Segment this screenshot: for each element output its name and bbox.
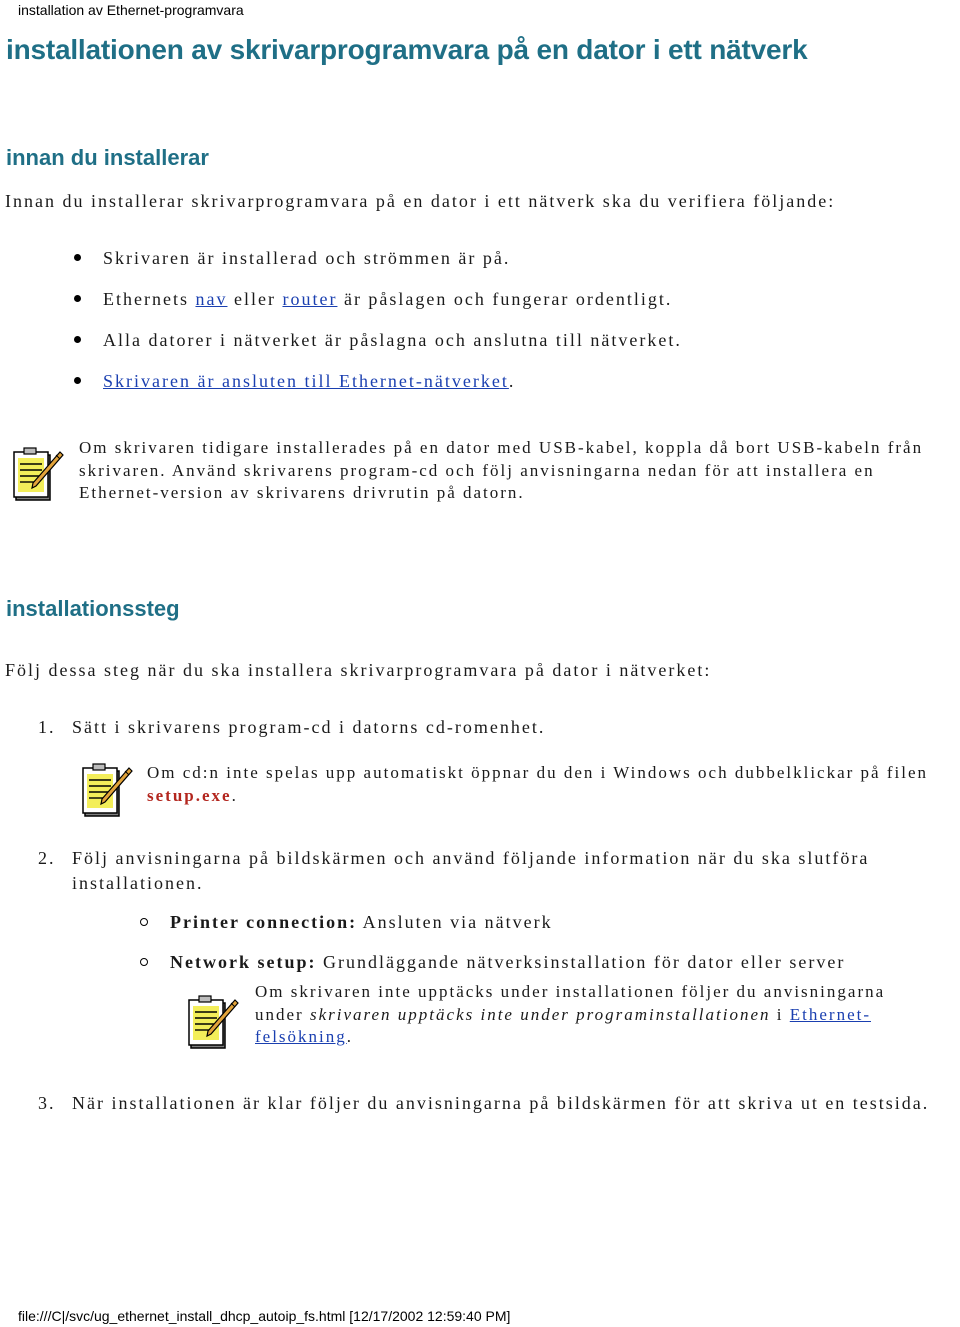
list-item-text-post: . [508, 371, 516, 391]
circle-bullet-icon [140, 958, 148, 966]
notepad-pencil-icon [185, 994, 239, 1052]
cd-note-post: . [231, 785, 238, 805]
section-heading-steps: installationssteg [6, 596, 180, 621]
step-text: Följ anvisningarna på bildskärmen och använd följande information när du ska slutföra installationen. [72, 848, 870, 893]
list-item [0, 328, 682, 369]
ethernet-troubleshooting-link[interactable]: Ethernet-felsökning [255, 1004, 871, 1046]
page-title: installationen av skrivarprogramvara på en dator i ett nätverk [6, 34, 808, 65]
sub-item-label: Network setup: [170, 952, 317, 972]
troubleshoot-note-pre: Om skrivaren inte upptäcks under installationen följer du anvisningarna under [255, 982, 886, 1024]
step-number: 1. [38, 717, 56, 737]
bullet-icon [74, 336, 81, 343]
print-footer: file:///C|/svc/ug_ethernet_install_dhcp_autoip_fs.html [12/17/2002 12:59:40 PM] [18, 1308, 511, 1324]
list-item-text: Alla datorer i nätverket är påslagna och anslutna till nätverket. [103, 330, 682, 350]
steps-intro-text: Följ dessa steg när du ska installera skrivarprogramvara på dator i nätverket: [5, 660, 712, 680]
notepad-pencil-icon [10, 446, 64, 504]
list-item-text-mid: eller [227, 289, 283, 309]
list-item-text-post: är påslagen och fungerar ordentligt. [337, 289, 673, 309]
troubleshoot-note-post: . [346, 1027, 354, 1046]
prerequisite-list [0, 246, 682, 410]
list-item-text: Skrivaren är installerad och strömmen är på. [103, 248, 511, 268]
cd-note-text [147, 762, 947, 807]
setup-filename: setup.exe [147, 785, 232, 805]
step-number: 2. [38, 848, 56, 868]
bullet-icon [74, 295, 81, 302]
hub-link[interactable]: nav [195, 289, 228, 309]
list-item [0, 287, 682, 328]
list-item [0, 369, 682, 410]
sub-item-label: Printer connection: [170, 912, 358, 932]
intro-text: Innan du installerar skrivarprogramvara på en dator i ett nätverk ska du verifiera följande: [5, 191, 836, 211]
usb-note-text: Om skrivaren tidigare installerades på en dator med USB-kabel, koppla då bort USB-kabeln från skrivaren. Använd skrivarens program-cd och följ anvisningarna nedan för att installera en Ethernet-version av skrivarens drivrutin på datorn. [79, 438, 924, 502]
section-heading-before: innan du installerar [6, 145, 209, 170]
sub-item-value: Ansluten via nätverk [357, 912, 553, 932]
sub-item-value: Grundläggande nätverksinstallation för dator eller server [316, 952, 846, 972]
list-item-text-pre: Ethernets [103, 289, 196, 309]
troubleshoot-note-italic: skrivaren upptäcks inte under programinstallationen [309, 1004, 771, 1024]
list-item [0, 246, 682, 287]
circle-bullet-icon [140, 918, 148, 926]
troubleshoot-note-mid: i [770, 1004, 790, 1024]
troubleshoot-note-text [255, 981, 935, 1049]
bullet-icon [74, 254, 81, 261]
printer-connected-link[interactable]: Skrivaren är ansluten till Ethernet-nätverket [103, 371, 509, 391]
bullet-icon [74, 377, 81, 384]
step-number: 3. [38, 1093, 56, 1113]
print-header: installation av Ethernet-programvara [18, 2, 244, 18]
step-text: Sätt i skrivarens program-cd i datorns cd-romenhet. [72, 717, 546, 737]
router-link[interactable]: router [282, 289, 338, 309]
notepad-pencil-icon [79, 762, 133, 820]
step-text: När installationen är klar följer du anvisningarna på bildskärmen för att skriva ut en testsida. [72, 1093, 930, 1113]
cd-note-pre: Om cd:n inte spelas upp automatiskt öppnar du den i Windows och dubbelklickar på filen [147, 763, 928, 782]
